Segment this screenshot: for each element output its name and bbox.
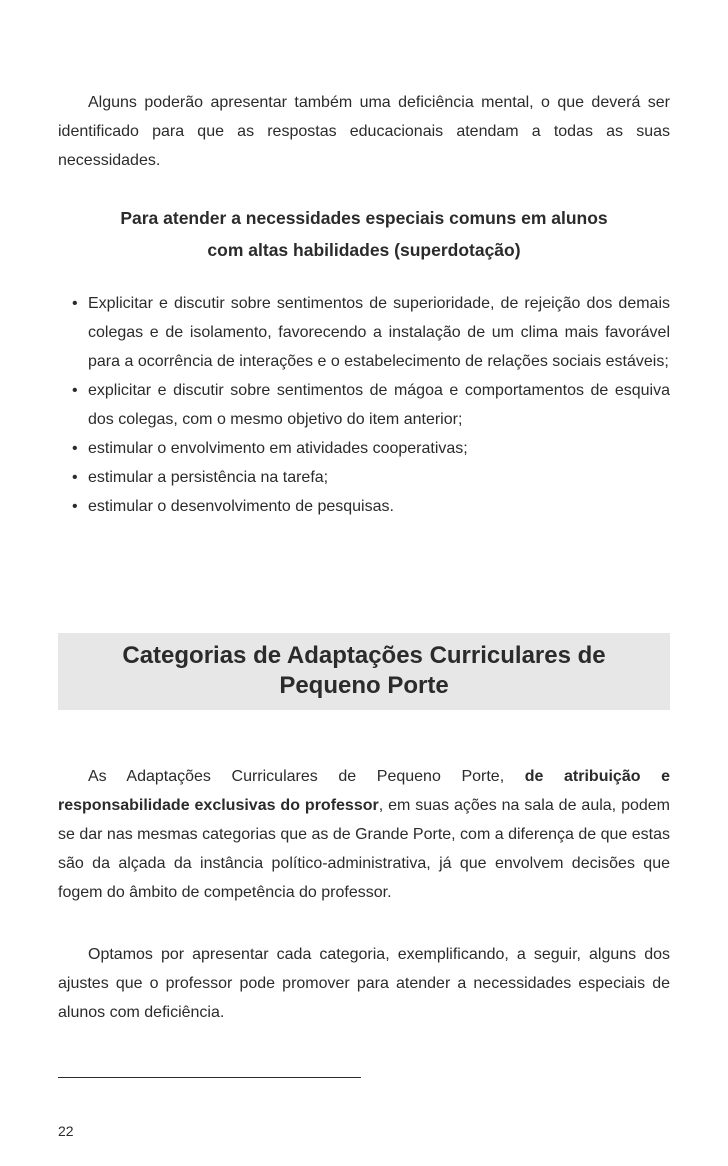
list-item-text: explicitar e discutir sobre sentimentos de mágoa e comportamentos de esquiva dos colegas, com o mesmo objetivo do item anterior; (88, 382, 670, 428)
page-number: 22 (58, 1123, 74, 1139)
bullet-icon: • (72, 382, 78, 399)
list-item-text: estimular o envolvimento em atividades cooperativas; (88, 440, 468, 457)
list-item (72, 434, 670, 463)
optamos-paragraph: Optamos por apresentar cada categoria, exemplificando, a seguir, alguns dos ajustes que o professor pode promover para atender a necessidades especiais de alunos com deficiência. (58, 946, 670, 1021)
adaptacoes-bold-text: de atribuição e responsabilidade exclusivas do professor (58, 768, 670, 814)
category-title (58, 633, 670, 701)
bullet-icon: • (72, 469, 78, 486)
intro-paragraph: Alguns poderão apresentar também uma deficiência mental, o que deverá ser identificado para que as respostas educacionais atendam a todas as suas necessidades. (58, 94, 670, 169)
adaptacoes-paragraph (58, 762, 670, 907)
list-item-text: estimular a persistência na tarefa; (88, 469, 329, 486)
list-item-text: estimular o desenvolvimento de pesquisas. (88, 498, 394, 515)
bullet-icon: • (72, 440, 78, 457)
footnote-divider (58, 1077, 361, 1078)
section-heading-line-1: Para atender a necessidades especiais comuns em alunos (120, 208, 608, 228)
bullet-list (72, 289, 670, 521)
adaptacoes-text-end: , em suas ações na sala de aula, podem se dar nas mesmas categorias que as de Grande Porte, com a diferença de que estas são da alçada da instância político-administrativa, já que envolvem decisões que fogem do âmbito de competência do professor. (58, 797, 670, 901)
category-title-line-2: Pequeno Porte (279, 672, 449, 699)
list-item (72, 376, 670, 434)
bullet-icon: • (72, 295, 78, 312)
category-title-box (58, 633, 670, 710)
category-title-line-1: Categorias de Adaptações Curriculares de (122, 642, 606, 669)
bullet-icon: • (72, 498, 78, 515)
document-page (58, 0, 670, 1166)
adaptacoes-text-start: As Adaptações Curriculares de Pequeno Porte, (88, 768, 525, 785)
section-heading (58, 202, 670, 266)
section-heading-line-2: com altas habilidades (superdotação) (207, 240, 521, 260)
list-item-text: Explicitar e discutir sobre sentimentos de superioridade, de rejeição dos demais colegas e de isolamento, favorecendo a instalação de um clima mais favorável para a ocorrência de interações e o estabelecimento de relações sociais estáveis; (88, 295, 670, 370)
list-item (72, 289, 670, 376)
list-item (72, 463, 670, 492)
list-item (72, 492, 670, 521)
